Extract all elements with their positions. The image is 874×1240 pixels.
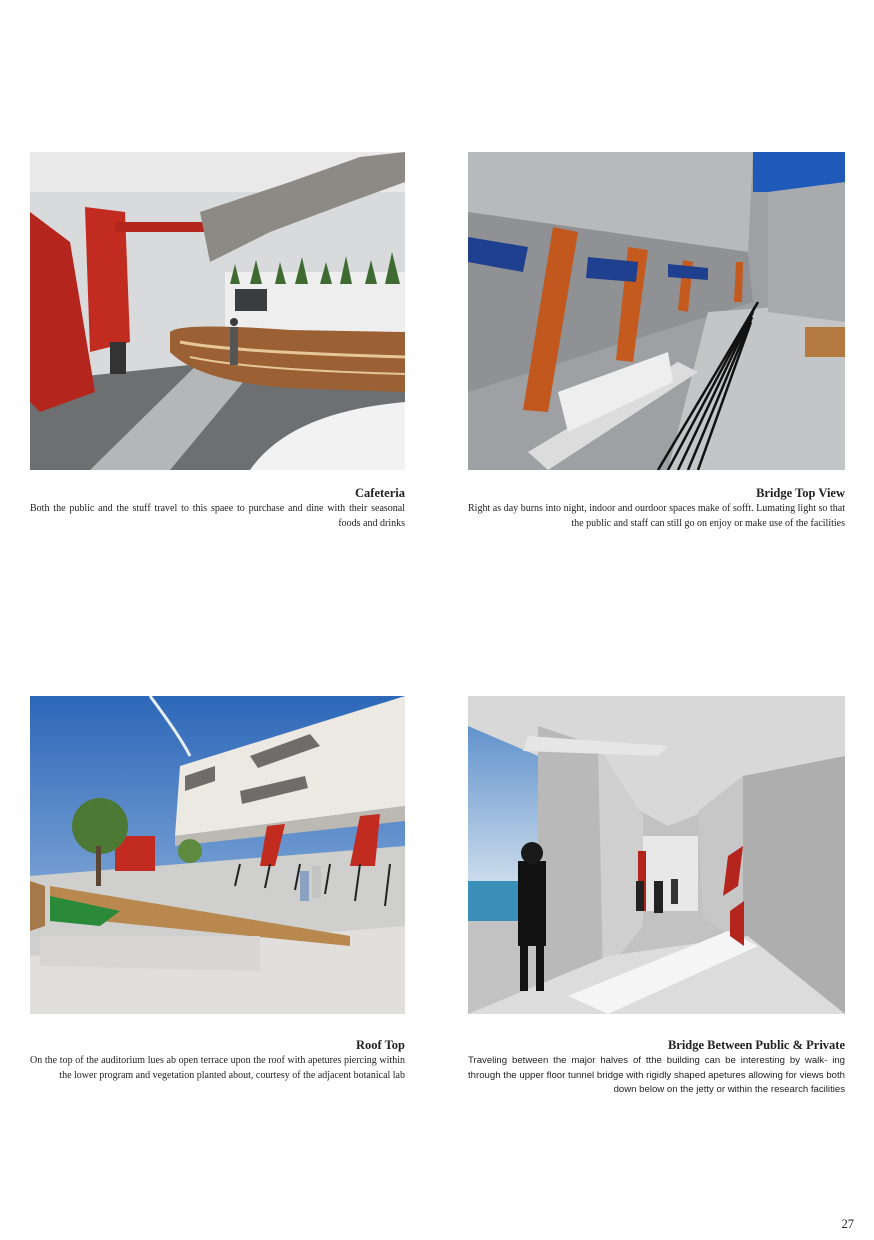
panel-title: Cafeteria: [355, 486, 405, 500]
panel-caption: On the top of the auditorium lues ab open terrace upon the roof with apetures piercing within the lower program and vegetation planted about, courtesy of the adjacent botanical lab: [30, 1055, 405, 1081]
panel-caption: Both the public and the stuff travel to this spaee to purchase and dine with their seasonal foods and drinks: [30, 503, 405, 529]
roof-top-render: [30, 696, 405, 1014]
bridge-top-view-render: [468, 152, 845, 470]
panel-title: Bridge Between Public & Private: [667, 1038, 845, 1052]
panel-title: Roof Top: [356, 1038, 405, 1052]
panel-caption: Right as day burns into night, indoor and ourdoor spaces make of sofft. Lumating light so that the public and staff can still go on enjoy or make use of the facilities: [468, 503, 845, 529]
page-number: 27: [841, 1217, 854, 1231]
panel-caption: Traveling between the major halves of tthe building can be interesting by walk- ing through the upper floor tunnel bridge with rigidly shaped apetures allowing for views both down below on the jetty or within the research facilities: [468, 1055, 845, 1095]
cafeteria-render: [30, 152, 405, 470]
panel-title: Bridge Top View: [756, 486, 845, 500]
bridge-public-private-render: [468, 696, 845, 1014]
